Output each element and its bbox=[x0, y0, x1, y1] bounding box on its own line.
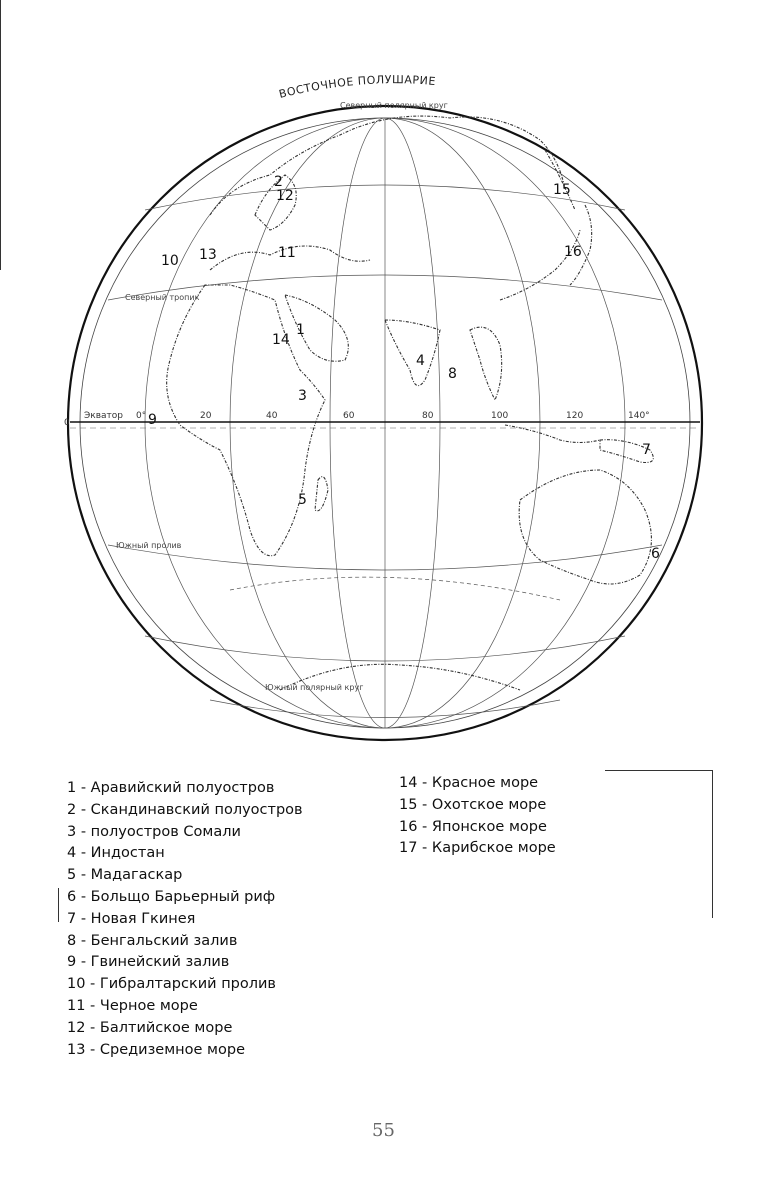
meridian-label: 20 bbox=[200, 411, 212, 421]
legend-item: 1 - Аравийский полуостров bbox=[67, 780, 275, 796]
marker-5: 5 bbox=[298, 492, 307, 508]
tropic-label: Северный тропик bbox=[125, 293, 200, 302]
meridian-label: 100 bbox=[491, 411, 509, 421]
legend-item: 4 - Индостан bbox=[67, 845, 165, 862]
north-circle-label: Северный полярный круг bbox=[340, 101, 448, 110]
marker-1: 1 bbox=[296, 322, 305, 338]
antarctic-circle-label: Южный полярный круг bbox=[265, 683, 364, 692]
marker-6: 6 bbox=[651, 546, 660, 562]
legend-item: 8 - Бенгальский залив bbox=[67, 932, 238, 949]
equator-label: Экватор bbox=[84, 411, 124, 421]
meridian-label: 140° bbox=[628, 411, 650, 421]
meridian-label: 80 bbox=[422, 411, 434, 421]
legend-item: 3 - полуостров Сомали bbox=[67, 823, 241, 840]
equator-side-degree: 0 bbox=[64, 418, 70, 428]
marker-14: 14 bbox=[272, 332, 290, 348]
legend-item: 12 - Балтийское море bbox=[67, 1019, 233, 1036]
legend-item: 5 - Мадагаскар bbox=[67, 867, 183, 884]
marker-7: 7 bbox=[642, 442, 651, 458]
legend-item: 7 - Новая Гкинея bbox=[67, 910, 196, 927]
meridian-label: 120 bbox=[566, 411, 584, 421]
marker-3: 3 bbox=[298, 388, 307, 404]
margin-rule bbox=[605, 770, 713, 771]
legend-right-column bbox=[399, 773, 556, 860]
margin-rule bbox=[0, 0, 1, 270]
map-title: ВОСТОЧНОЕ ПОЛУШАРИЕ bbox=[277, 73, 437, 101]
legend-item: 13 - Средиземное море bbox=[67, 1041, 245, 1058]
legend-item: 11 - Черное море bbox=[67, 997, 198, 1014]
marker-13: 13 bbox=[199, 247, 217, 263]
legend-item: 9 - Гвинейский залив bbox=[67, 954, 230, 971]
legend-item: 6 - Больщо Барьерный риф bbox=[67, 888, 276, 905]
strait-label: Южный пролив bbox=[116, 541, 182, 550]
graticule bbox=[108, 118, 662, 728]
marker-9: 9 bbox=[148, 412, 157, 428]
land-outlines bbox=[167, 116, 654, 690]
legend-item: 15 - Охотское море bbox=[399, 796, 547, 813]
meridian-label: 60 bbox=[343, 411, 355, 421]
legend-item: 2 - Скандинавский полуостров bbox=[67, 801, 303, 818]
legend-item: 16 - Японское море bbox=[399, 818, 547, 835]
legend-item: 10 - Гибралтарский пролив bbox=[67, 976, 276, 993]
marker-10: 10 bbox=[161, 253, 179, 269]
marker-2: 2 bbox=[274, 174, 283, 190]
marker-12: 12 bbox=[276, 188, 294, 204]
marker-15: 15 bbox=[553, 182, 571, 198]
marker-16: 16 bbox=[564, 244, 582, 260]
margin-rule bbox=[58, 888, 59, 922]
marker-8: 8 bbox=[448, 366, 457, 382]
meridian-label: 40 bbox=[266, 411, 278, 421]
svg-text:ВОСТОЧНОЕ ПОЛУШАРИЕ bbox=[278, 73, 437, 101]
legend-item: 17 - Карибское море bbox=[399, 840, 556, 857]
legend-left-column bbox=[67, 778, 303, 1061]
marker-11: 11 bbox=[278, 245, 296, 261]
map-markers bbox=[148, 174, 660, 562]
legend-item: 14 - Красное море bbox=[399, 775, 539, 791]
meridian-label: 0° bbox=[136, 411, 147, 421]
page-number: 55 bbox=[372, 1120, 395, 1141]
margin-rule bbox=[712, 770, 713, 918]
marker-4: 4 bbox=[416, 353, 425, 369]
